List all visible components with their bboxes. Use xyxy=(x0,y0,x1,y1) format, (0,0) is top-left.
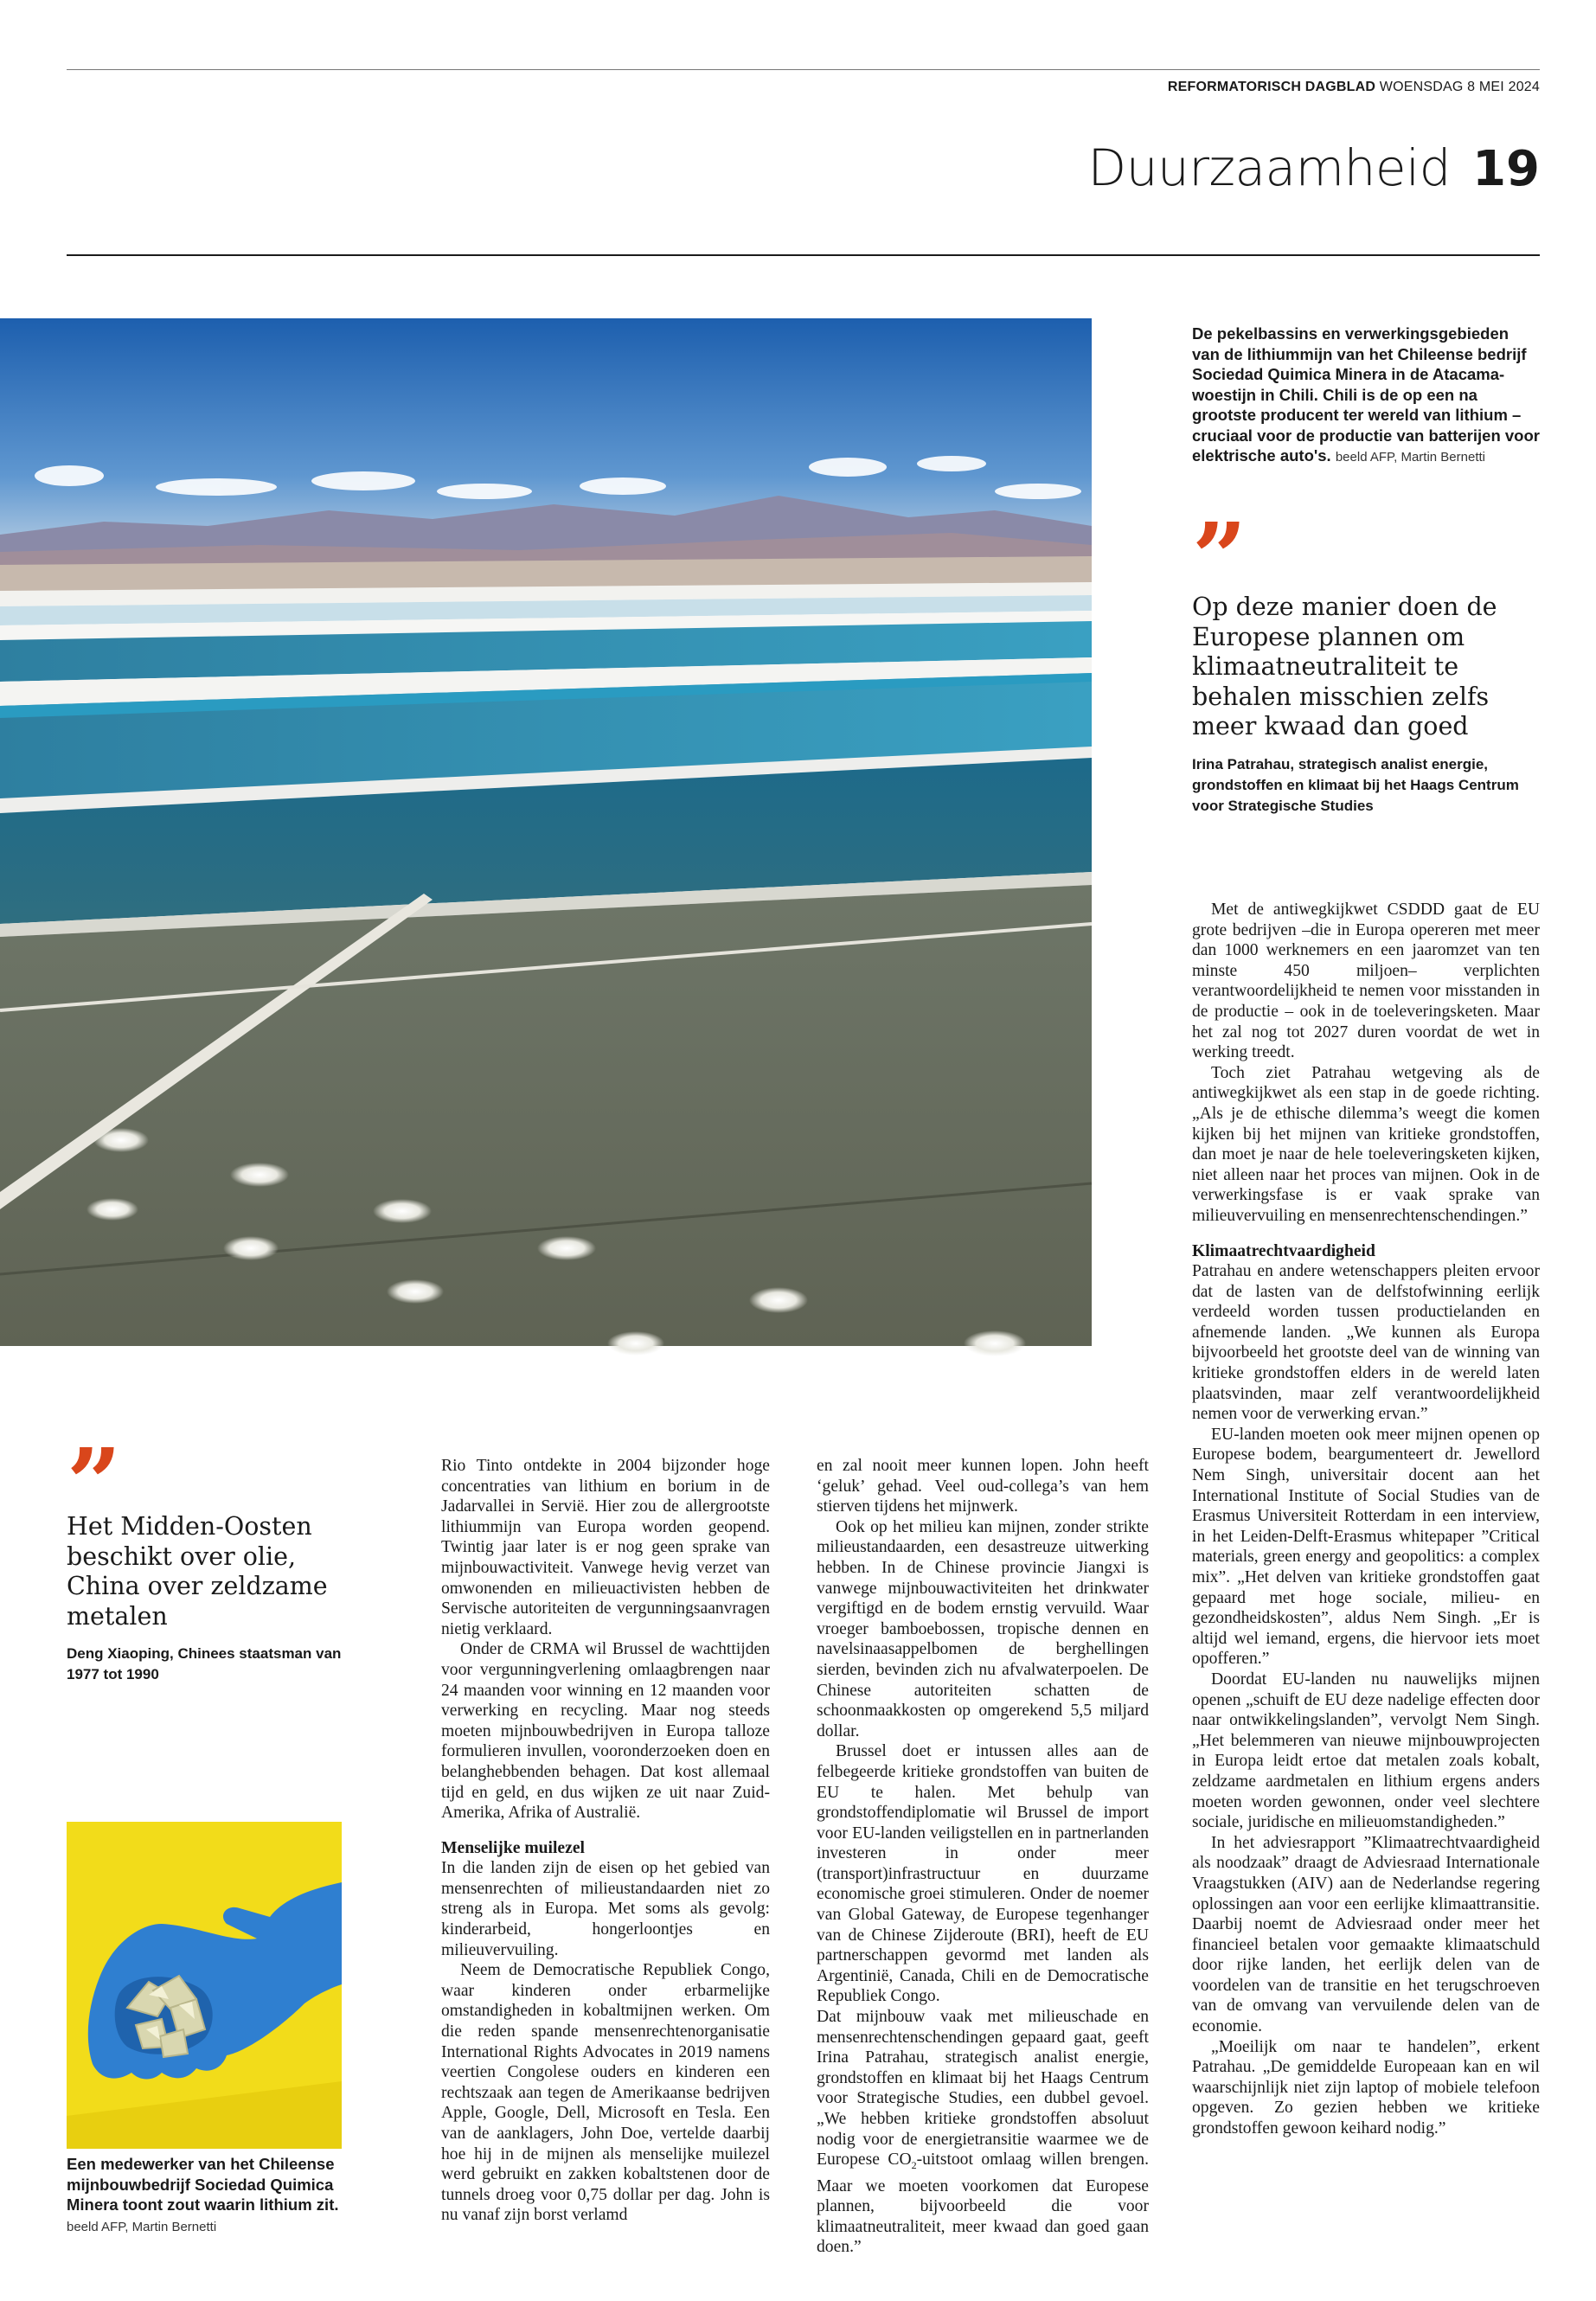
section-header xyxy=(1088,138,1540,197)
paragraph: en zal nooit meer kunnen lopen. John heeft ‘geluk’ gehad. Veel oud-collega’s van hem stierven tijdens het mijnwerk. xyxy=(817,1457,1149,1516)
paragraph: Toch ziet Patrahau wetgeving als de antiwegkijkwet als een stap in de goede richting. „Als je de ethische dilemma’s weegt die komen kijken bij het mijnen van kritieke grondstoffen, dan moet je naar de hele toeleveringsketen kijken, niet alleen naar het proces van mijnen. Ook in de verwerkingsfase is er vaak sprake van milieuvervuiling en mensenrechtenschendingen.” xyxy=(1192,1063,1540,1225)
main-photo-caption xyxy=(1192,324,1540,468)
glove-photo-caption xyxy=(67,2154,342,2237)
glove-photo-credit: beeld AFP, Martin Bernetti xyxy=(67,2219,217,2234)
paragraph: Onder de CRMA wil Brussel de wachttijden voor vergunningverlening omlaagbrengen naar 24 maanden voor winning en 12 maanden voor verwerking en recycling. Maar nog steeds moeten mijnbouwbedrijven in Europa talloze formulieren invullen, vooronderzoeken doen en belanghebbenden behagen. Dat kost allemaal tijd en geld, en dus wijken ze uit naar Zuid-Amerika, Afrika of Australië. xyxy=(441,1640,770,1823)
paragraph: EU-landen moeten ook meer mijnen openen op Europese bodem, beargumenteert dr. Jewellord Nem Singh, universitair docent aan het International Institute of Social Studies van de Erasmus Universiteit Rotterdam in een interview, in het Leiden-Delft-Erasmus whitepaper ”Critical materials, green energy and geopolitics: a complex mix”. „Het delven van kritieke grondstoffen gaat gepaard met hoge sociale, milieu- en gezondheidskosten”, aldus Nem Singh. „Er is altijd wel iemand, ergens, die hiervoor iets moet opofferen.” xyxy=(1192,1425,1540,1669)
subheading: Klimaatrechtvaardigheid xyxy=(1192,1241,1375,1260)
subheading: Menselijke muilezel xyxy=(441,1838,585,1857)
pull-quote-text: Op deze manier doen de Europese plannen om klimaatneutraliteit te behalen misschien zelfs meer kwaad dan goed xyxy=(1192,593,1497,740)
masthead-paper: REFORMATORISCH DAGBLAD xyxy=(1167,80,1376,94)
pull-quote-author: Irina Patrahau, strategisch analist energie, grondstoffen en klimaat bij het Haags Centrum voor Strategische Studies xyxy=(1192,755,1519,814)
glove-photo-lithium-salt xyxy=(67,1822,342,2149)
paragraph: Doordat EU-landen nu nauwelijks mijnen openen „schuift de EU deze nadelige effecten door naar ontwikkelingslanden”, vervolgt Nem Singh. „Het belemmeren van nieuwe mijnbouwprojecten in Europa leidt ertoe dat metalen zoals kobalt, zeldzame aardmetalen en lithium ergens anders moeten worden gewonnen, onder veel slechtere sociale, juridische en milieuomstandigheden.” xyxy=(1192,1670,1540,1832)
main-photo-credit: beeld AFP, Martin Bernetti xyxy=(1335,450,1485,465)
paragraph-part: Dat mijnbouw vaak met milieuschade en mensenrechtenschendingen gepaard gaat, geeft Irina Patrahau, strategisch analist energie, grondstoffen en klimaat bij het Haags Centrum voor Strategische Studies, een dubbel gevoel. „We hebben kritieke grondstoffen absoluut nodig voor de energietransitie waarmee we de Europese CO xyxy=(817,2008,1149,2170)
paragraph: Rio Tinto ontdekte in 2004 bijzonder hoge concentraties van lithium en borium in de Jadarvallei in Servië. Hier zou de allergrootste lithiummijn van Europa worden geopend. Twintig jaar later is er nog geen sprake van mijnbouwactiviteit. Vanwege hevig verzet van omwonenden en milieuactivisten hebben de Servische autoriteiten de vergunningsaanvragen nietig verklaard. xyxy=(441,1457,770,1638)
page-number: 19 xyxy=(1472,141,1540,197)
pull-quote-patrahau xyxy=(1192,502,1540,817)
paragraph: Patrahau en andere wetenschappers pleiten ervoor dat de lasten van de delfstofwinning eerlijk verdeeld worden tussen productielanden en afnemende landen. „We kunnen als Europa bijvoorbeeld het grootste deel van de winning van kritieke grondstoffen elders in de wereld laten plaatsvinden, maar zelf verantwoordelijkheid nemen voor de verwerking ervan.” xyxy=(1192,1262,1540,1424)
paragraph: Brussel doet er intussen alles aan de felbegeerde kritieke grondstoffen van buiten de EU te halen. Met behulp van grondstoffendiplomatie wil Brussel de import voor EU-landen veiligstellen en in partnerlanden investeren in onder meer (transport)infrastructuur en duurzame economische groei stimuleren. Onder de noemer van Global Gateway, de Europese tegenhanger van de Chinese Zijderoute (BRI), heeft de EU partnerschappen gevormd met landen als Argentinië, Canada, Chili en de Democratische Republiek Congo. xyxy=(817,1742,1149,2006)
section-name: Duurzaamheid xyxy=(1087,138,1451,197)
pull-quote-deng xyxy=(67,1427,352,1685)
masthead-date: WOENSDAG 8 MEI 2024 xyxy=(1379,80,1540,94)
section-rule xyxy=(67,254,1540,256)
paragraph: Ook op het milieu kan mijnen, zonder strikte milieustandaarden, een desastreuze uitwerking hebben. In de Chinese provincie Jiangxi is vanwege mijnbouwactiviteiten het drinkwater vergiftigd en de bodem ernstig vervuild. Waar vroeger bamboebossen, tropische dennen en navelsinaasappelbomen de berghellingen sierden, bevinden zich nu afvalwaterpoelen. De Chinese autoriteiten schatten de schoonmaakkosten op omgerekend 5,5 miljard dollar. xyxy=(817,1517,1149,1740)
quote-mark-icon: ” xyxy=(1192,502,1242,613)
paragraph: „Moeilijk om naar te handelen”, erkent Patrahau. „De gemiddelde Europeaan kan en wil waarschijnlijk niet zijn laptop of mobiele telefoon opgeven. Zo gezien hebben we kritieke grondstoffen gewoon keihard nodig.” xyxy=(1192,2037,1540,2138)
paragraph: Neem de Democratische Republiek Congo, waar kinderen onder erbarmelijke omstandigheden in kobaltmijnen werken. Om die reden spande mensenrechtenorganisatie International Rights Advocates in 2019 namens veertien Congolese ouders en kinderen een rechtszaak aan tegen de Amerikaanse bedrijven Apple, Google, Dell, Microsoft en Tesla. Een van de aanklagers, John Doe, vertelde daarbij hoe hij in de mijnen als menselijke muilezel werd gebruikt en zakken kobaltstenen door de tunnels droeg voor 0,75 dollar per dag. John is nu vanaf zijn borst verlamd xyxy=(441,1961,770,2225)
article-column-3 xyxy=(1192,900,1540,2139)
article-column-1 xyxy=(441,1456,770,2226)
pull-quote-author: Deng Xiaoping, Chinees staatsman van 1977 tot 1990 xyxy=(67,1645,342,1682)
main-photo-salt-ponds xyxy=(0,318,1092,1346)
article-column-2 xyxy=(817,1456,1149,2258)
top-rule xyxy=(67,69,1540,70)
paragraph: In het adviesrapport ”Klimaatrechtvaardigheid als noodzaak” draagt de Adviesraad Internationale Vraagstukken (AIV) aan de Nederlandse regering oplossingen aan voor een eerlijke klimaattransitie. Daarbij noemt de Adviesraad onder meer het financieel betalen voor gemaakte klimaatschuld door rijke landen, het eerlijk delen van de voordelen van de transitie en het terugschroeven van de omvang van vervuilende delen van de economie. xyxy=(1192,1833,1540,2036)
masthead xyxy=(1168,80,1540,95)
pull-quote-text: Het Midden-Oosten beschikt over olie, China over zeldzame metalen xyxy=(67,1512,328,1631)
main-photo-caption-text: De pekelbassins en verwerkingsgebieden van de lithiummijn van het Chileense bedrijf Sociedad Quimica Minera in de Atacama-woestijn in Chili. Chili is de op een na grootste producent ter wereld van lithium – cruciaal voor de productie van batterijen voor elektrische auto's. xyxy=(1192,324,1540,465)
subscript: 2 xyxy=(911,2159,917,2172)
paragraph xyxy=(817,2007,1149,2258)
glove-photo-caption-text: Een medewerker van het Chileense mijnbouwbedrijf Sociedad Quimica Minera toont zout waarin lithium zit. xyxy=(67,2155,339,2214)
quote-mark-icon: ” xyxy=(67,1427,117,1539)
paragraph: Met de antiwegkijkwet CSDDD gaat de EU grote bedrijven –die in Europa opereren met meer dan 1000 werknemers en een jaaromzet van ten minste 450 miljoen– verplichten verantwoordelijkheid te nemen voor misstanden in de productie – ook in de toeleveringsketen. Maar het zal nog tot 2027 duren voordat de wet in werking treedt. xyxy=(1192,901,1540,1062)
paragraph-part: -uitstoot omlaag willen brengen. Maar we moeten voorkomen dat Europese plannen, bijvoorbeeld die voor klimaatneutraliteit, meer kwaad dan goed gaan doen.” xyxy=(817,2150,1149,2257)
paragraph: In die landen zijn de eisen op het gebied van mensenrechten of milieustandaarden niet zo streng als in Europa. Met soms als gevolg: kinderarbeid, hongerloontjes en milieuvervuiling. xyxy=(441,1859,770,1959)
